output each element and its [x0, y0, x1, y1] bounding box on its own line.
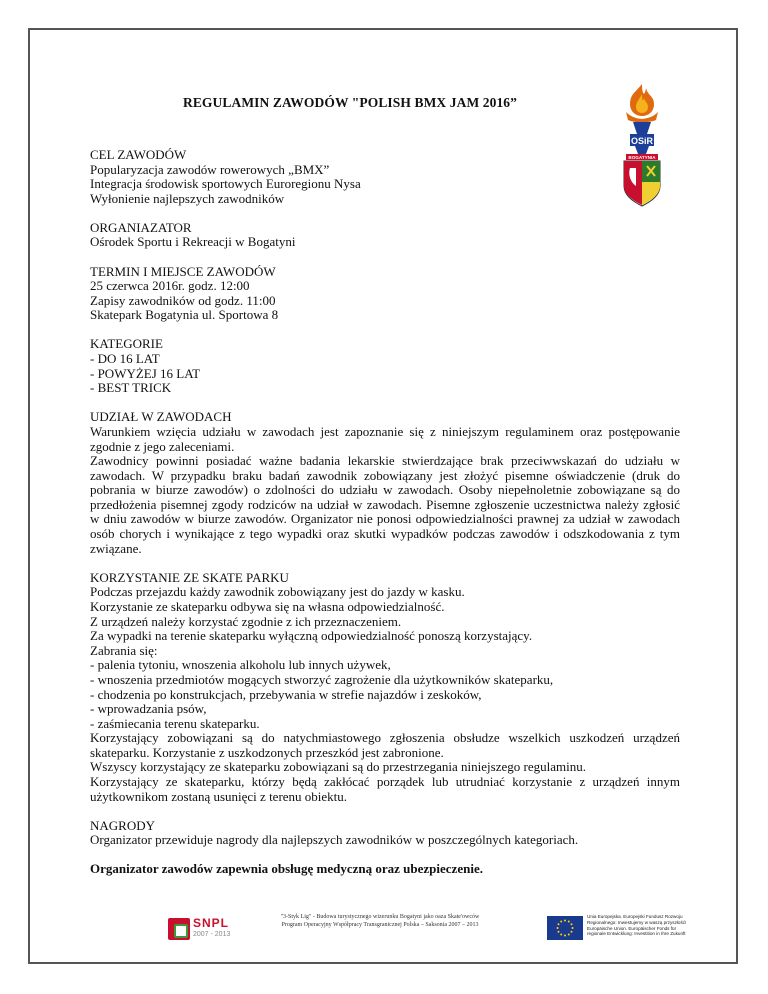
section-heading: UDZIAŁ W ZAWODACH	[90, 409, 232, 425]
eu-text-line: Unia Europejska. Europejski Fundusz Rozwoju	[587, 914, 683, 919]
section-heading: KORZYSTANIE ZE SKATE PARKU	[90, 569, 289, 585]
section-termin	[90, 265, 680, 323]
section-cel	[90, 148, 680, 206]
eu-funding-text	[587, 914, 697, 937]
text-line: Integracja środowisk sportowych Euroregionu Nysa	[90, 176, 361, 192]
footer-note-line: "3-Styk Lig" - Budowa turystycznego wizerunku Bogatyni jako oaza Skate'owców	[280, 914, 480, 920]
text-line: - DO 16 LAT	[90, 351, 160, 367]
paragraph: Warunkiem wzięcia udziału w zawodach jest zapoznanie się z niniejszym regulaminem oraz postępowanie zgodnie z jego zaleceniami.	[90, 423, 680, 454]
list-item: - chodzenia po konstrukcjach, przebywania w strefie najazdów i zeskoków,	[90, 686, 482, 702]
paragraph: Korzystający zobowiązani są do natychmiastowego zgłoszenia obsłudze wszelkich uszkodzeń urządzeń skateparku. Korzystanie z uszkodzonych przeszkód jest zabronione.	[90, 730, 680, 760]
text-line: Korzystanie ze skateparku odbywa się na własna odpowiedzialność.	[90, 598, 445, 614]
footer	[60, 910, 710, 950]
eu-text-line: Regionalnego: Inwestujemy w waszą przyszłość!	[587, 919, 687, 925]
list-item: - wnoszenia przedmiotów mogących stworzyć zagrożenie dla użytkowników skateparku,	[90, 671, 554, 687]
section-heading: KATEGORIE	[90, 336, 163, 352]
footer-note	[255, 914, 505, 929]
footer-note-line: Program Operacyjny Współpracy Transgranicznej Polska – Saksonia 2007 – 2013	[281, 921, 479, 928]
section-heading: NAGRODY	[90, 817, 155, 833]
paragraph: Zawodnicy powinni posiadać ważne badania lekarskie stwierdzające brak przeciwwskazań do udziału w zawodach. W przypadku braku badań zawodnik zobowiązany jest złożyć pisemne oświadczenie (druk do pobrania w biurze zawodów) o zdolności do udziału w zawodach. Osoby niepełnoletnie zobowiązane są do przedłożenia pisemnej zgody rodziców na udział w zawodach. Pisemne zgłoszenie uczestnictwa należy zgłosić w dniu zawodów w biurze zawodów. Organizator nie ponosi odpowiedzialności prawnej za udział w zawodach osób chorych i wynikające z tego wypadki oraz skutki wypadków podczas zawodów i odszkodowania z tym związane.	[90, 453, 680, 556]
section-kategorie	[90, 337, 680, 395]
section-korzystanie	[90, 571, 680, 805]
closing-statement	[90, 862, 680, 877]
osir-logo-sub: BOGATYNIA	[628, 155, 656, 160]
text-line: Ośrodek Sportu i Rekreacji w Bogatyni	[90, 234, 296, 250]
closing-text: Organizator zawodów zapewnia obsługę medyczną oraz ubezpieczenie.	[90, 861, 483, 877]
snpl-logo	[168, 916, 236, 944]
list-item: - zaśmiecania terenu skateparku.	[90, 715, 260, 731]
section-heading: TERMIN I MIEJSCE ZAWODÓW	[90, 263, 276, 279]
eu-flag-icon	[547, 916, 583, 940]
text-line: Skatepark Bogatynia ul. Sportowa 8	[90, 307, 279, 323]
text-line: 25 czerwca 2016r. godz. 12:00	[90, 278, 250, 294]
text-line: Zapisy zawodników od godz. 11:00	[90, 292, 276, 308]
text-line: Organizator przewiduje nagrody dla najlepszych zawodników w poszczególnych kategoriach.	[90, 832, 579, 848]
paragraph: Korzystający ze skateparku, którzy będą zakłócać porządek lub utrudniać korzystanie z urządzeń innym użytkownikom zostaną usunięci z terenu obiektu.	[90, 774, 680, 804]
text-line: Wyłonienie najlepszych zawodników	[90, 190, 285, 206]
section-heading: CEL ZAWODÓW	[90, 147, 187, 162]
text-line: Popularyzacja zawodów rowerowych „BMX”	[90, 161, 330, 177]
text-line: Za wypadki na terenie skateparku wyłączną odpowiedzialność ponoszą korzystający.	[90, 628, 533, 644]
text-line: - BEST TRICK	[90, 380, 172, 396]
document-title: REGULAMIN ZAWODÓW "POLISH BMX JAM 2016”	[182, 95, 518, 110]
text-line: Zabrania się:	[90, 642, 158, 658]
text-line: Podczas przejazdu każdy zawodnik zobowiązany jest do jazdy w kasku.	[90, 584, 465, 600]
eu-text-line: regionale Entwicklung: Investition in Ihre Zukunft	[587, 931, 686, 937]
section-udzial	[90, 410, 680, 556]
section-nagrody	[90, 819, 680, 848]
snpl-badge-icon	[168, 918, 190, 940]
eu-text-line: Europäische Union. Europäischer Fonds für	[587, 925, 677, 931]
section-organizator	[90, 221, 680, 250]
osir-logo-text: OSiR	[630, 136, 654, 146]
snpl-logo-years: 2007 - 2013	[193, 931, 231, 938]
list-item: - wprowadzania psów,	[90, 701, 207, 717]
list-item: - palenia tytoniu, wnoszenia alkoholu lub innych używek,	[90, 657, 391, 673]
text-line: Wszyscy korzystający ze skateparku zobowiązani są do przestrzegania niniejszego regulaminu.	[90, 759, 586, 775]
section-heading: ORGANIAZATOR	[90, 219, 192, 235]
text-line: Z urządzeń należy korzystać zgodnie z ich przeznaczeniem.	[90, 613, 402, 629]
snpl-logo-text: SNPL	[193, 916, 230, 930]
text-line: - POWYŻEJ 16 LAT	[90, 365, 201, 381]
